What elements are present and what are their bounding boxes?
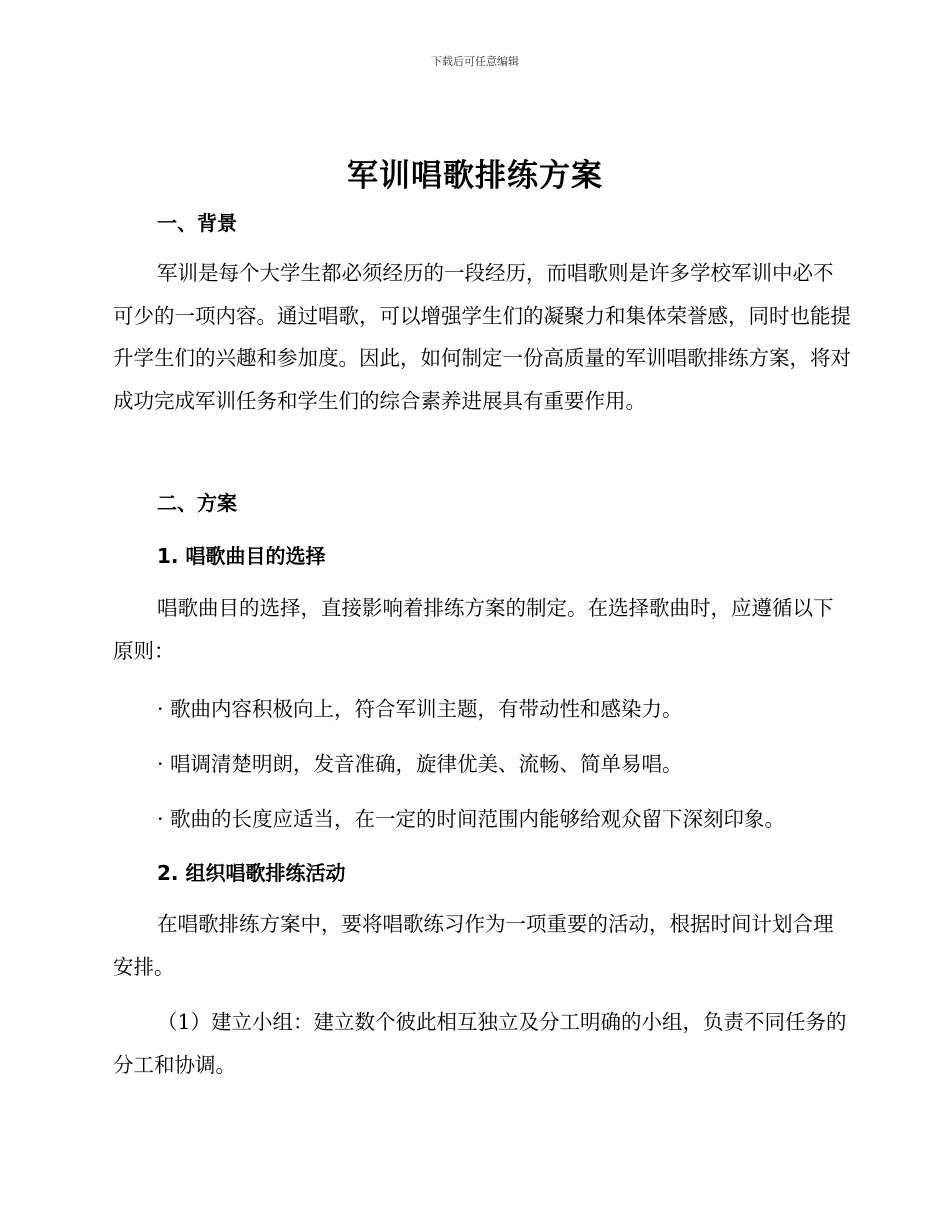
section-heading-plan: 二、方案 [157,491,237,515]
header-note: 下载后可任意编辑 [431,55,519,68]
background-paragraph: 军训是每个大学生都必须经历的一段经历，而唱歌则是许多学校军训中必不可少的一项内容。通过唱歌，可以增强学生们的凝聚力和集体荣誉感，同时也能提升学生们的兴趣和参加度。因此，如何制定一份高质量的军训唱歌排练方案，将对成功完成军训任务和学生们的综合素养进展具有重要作用。 [113,261,851,413]
subheading-song-selection: 1. 唱歌曲目的选择 [157,544,326,568]
bullet-item: · 歌曲内容积极向上，符合军训主题，有带动性和感染力。 [157,697,683,721]
section-heading-background: 一、背景 [157,211,237,235]
bullet-item: · 唱调清楚明朗，发音准确，旋律优美、流畅、简单易唱。 [157,752,683,776]
document-title: 军训唱歌排练方案 [347,158,603,194]
song-selection-paragraph: 唱歌曲目的选择，直接影响着排练方案的制定。在选择歌曲时，应遵循以下原则： [113,596,834,663]
organize-paragraph: 在唱歌排练方案中，要将唱歌练习作为一项重要的活动，根据时间计划合理安排。 [113,912,834,979]
bullet-item: · 歌曲的长度应适当，在一定的时间范围内能够给观众留下深刻印象。 [157,807,786,831]
subheading-organize: 2. 组织唱歌排练活动 [157,861,346,885]
group-paragraph: （1）建立小组：建立数个彼此相互独立及分工明确的小组，负责不同任务的分工和协调。 [113,1010,847,1077]
